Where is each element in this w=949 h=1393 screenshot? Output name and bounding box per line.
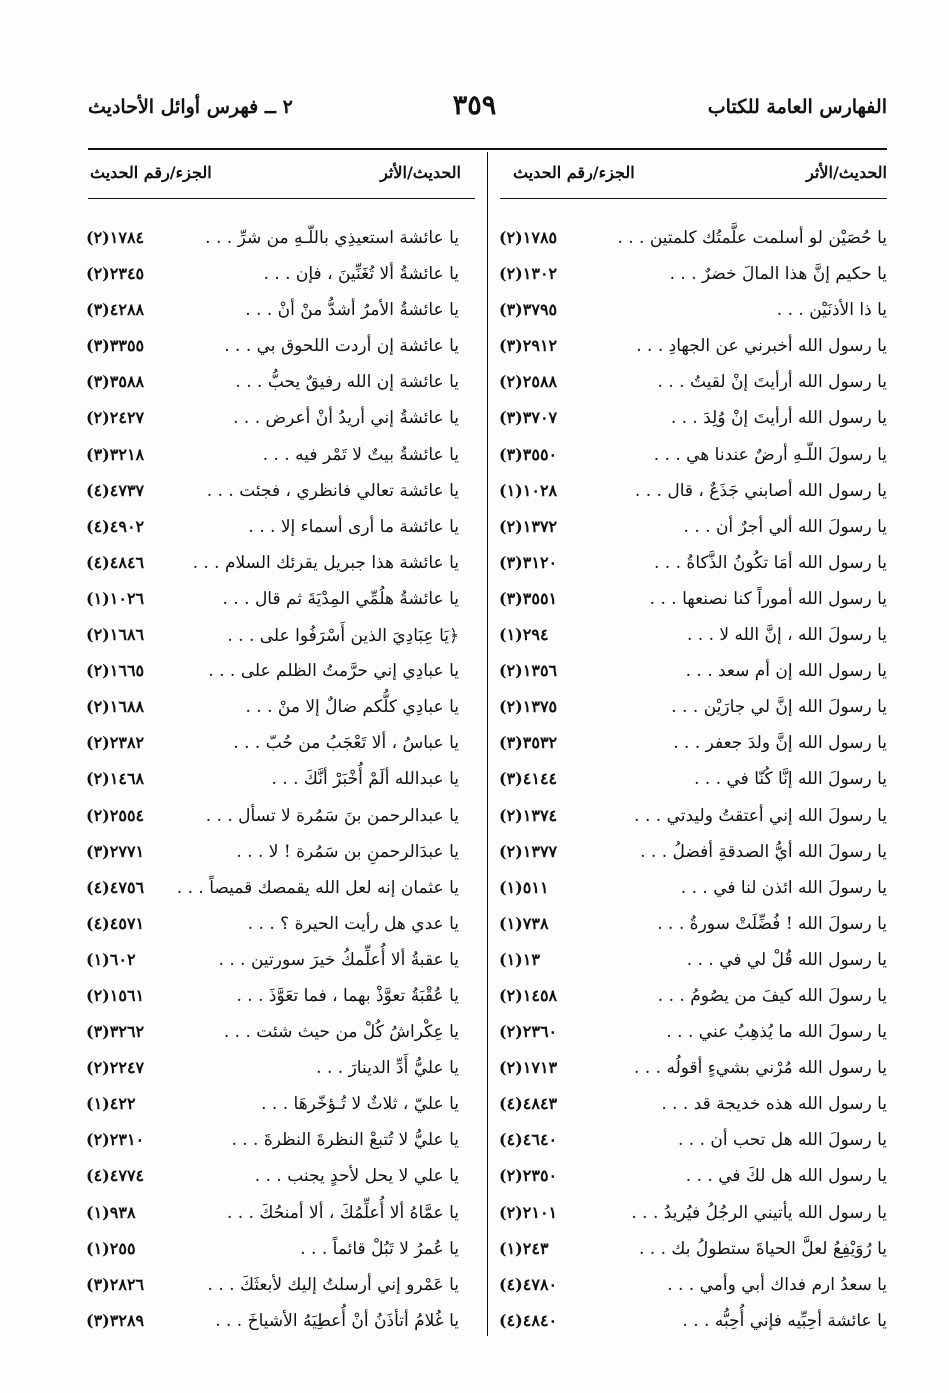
volume-hadith-number: (٣)٣١٢٠ [499,552,558,572]
index-entry [84,1311,459,1347]
volume-hadith-number: (٢)١٦٨٦ [86,625,145,645]
index-entry [487,733,887,769]
volume-hadith-number: (٢)١٧٨٥ [499,228,558,247]
index-entry [84,228,459,264]
index-entry [84,1022,459,1058]
volume-hadith-number: (٤)٤٧٣٧ [86,480,145,500]
volume-hadith-number: (٢)١٤٥٨ [499,985,558,1005]
volume-hadith-number: (٢)٢٢٤٧ [86,1058,145,1078]
index-entry [487,1203,887,1239]
hadith-opening-text: يا رسولَ اللّـهِ أرضٌ عندنا هي . . . [653,444,887,465]
left-column-header-rule [88,198,475,199]
index-entry [487,1166,887,1202]
volume-hadith-number: (٢)١٣٧٧ [499,841,558,861]
left-column [84,228,459,1347]
index-entry [487,553,887,589]
volume-hadith-number: (٢)٢٤٢٧ [86,408,145,428]
hadith-opening-text: يا عائشة أحِبِّيه فإني أُحِبُّه . . . [682,1310,887,1331]
left-column-header-ref: الجزء/رقم الحديث [90,163,212,182]
volume-hadith-number: (٢)١٣٧٤ [499,805,558,825]
index-entry [84,589,459,625]
index-entry [84,625,459,661]
index-entry [84,986,459,1022]
hadith-opening-text: يا رسولَ الله ائذن لنا في . . . [680,877,887,898]
hadith-opening-text: يا عائشة ما أرى أسماء إلا . . . [248,516,459,537]
index-entry [84,372,459,408]
index-entry [487,914,887,950]
hadith-opening-text: يا غُلامُ أتأذَنُ أنْ أُعطِيَهُ الأشياخَ . . . [215,1310,459,1331]
hadith-opening-text: يا رسول الله يأتيني الرجُلُ فيُريدُ . . . [631,1202,887,1223]
index-entry [487,228,887,264]
hadith-opening-text: يا عائشة استعيذِي باللّـهِ من شرِّ . . . [205,228,459,248]
index-entry [84,806,459,842]
hadith-opening-text: يا عدي هل رأيت الحيرة ؟ . . . [247,913,459,934]
right-column-header-hadith: الحديث/الأثر [806,163,887,182]
index-entry [487,950,887,986]
volume-hadith-number: (٤)٤٧٧٤ [86,1166,145,1186]
volume-hadith-number: (١)٩٣٨ [86,1202,136,1222]
volume-hadith-number: (٣)٣٥٨٨ [86,372,145,392]
hadith-opening-text: يا رسول الله هذه خديجة قد . . . [661,1094,887,1115]
index-entry [487,1058,887,1094]
volume-hadith-number: (١)١٣ [499,949,540,969]
page-number: ٣٥٩ [452,90,497,121]
left-column-header-hadith: الحديث/الأثر [380,163,461,182]
index-entry [487,1275,887,1311]
hadith-opening-text: يا ذا الأذنَيْن . . . [776,300,887,321]
hadith-opening-text: يا عليُّ أَدِّ الدينارَ . . . [316,1058,459,1079]
index-entry [487,661,887,697]
hadith-opening-text: يا رسول الله إنَّ ولدَ جعفر . . . [673,733,887,754]
volume-hadith-number: (١)١٠٢٦ [86,588,145,608]
volume-hadith-number: (٣)٣٥٥١ [499,588,558,608]
volume-hadith-number: (٣)٣٥٥٠ [499,444,558,464]
index-entry [84,878,459,914]
volume-hadith-number: (٢)٢٥٥٤ [86,805,145,825]
hadith-opening-text: يا رسولَ الله ، إنَّ الله لا . . . [686,625,887,646]
index-entry [84,517,459,553]
hadith-opening-text: يا عائشة هذا جبريل يقرئك السلام . . . [192,552,459,573]
volume-hadith-number: (١)٦٠٢ [86,949,136,969]
index-entry [84,950,459,986]
index-entry [84,1094,459,1130]
volume-hadith-number: (٣)٤٢٨٨ [86,300,145,320]
index-entry [487,878,887,914]
index-entry [84,661,459,697]
hadith-opening-text: يا رسولَ الله ألي أجرٌ أن . . . [683,516,887,537]
hadith-opening-text: يا رسول الله مُرْني بشيءٍ أقولُه . . . [634,1058,887,1079]
hadith-opening-text: يا عبادِي إني حرَّمتُ الظلم على . . . [208,661,459,682]
hadith-opening-text: يا عليّ ، ثلاثٌ لا تُـؤخّرهَا . . . [261,1094,459,1115]
hadith-opening-text: يا رسول الله أرأيتَ إنْ لقيتُ . . . [657,372,887,393]
index-entry [487,1094,887,1130]
volume-hadith-number: (٢)١٣٥٦ [499,661,558,681]
hadith-opening-text: يا رسول الله أموراً كنا نصنعها . . . [649,588,887,609]
hadith-opening-text: يا عبدالرحمن بنَ سَمُرة لا تسأل . . . [205,805,459,826]
index-entry [487,806,887,842]
index-entry [487,336,887,372]
index-entry [84,914,459,950]
index-entry [84,1166,459,1202]
right-column-header-ref: الجزء/رقم الحديث [513,163,635,182]
index-entry [84,264,459,300]
index-entry [487,769,887,805]
hadith-opening-text: يا عمَّاهُ ألا أُعلِّمُكَ ، ألا أمنحُكَ . . . [226,1202,459,1223]
index-entry [487,1130,887,1166]
hadith-opening-text: يا رسولَ الله إني أعتقتُ وليدتي . . . [634,805,887,826]
hadith-opening-text: يا رسول الله إن أم سعد . . . [685,661,887,682]
right-column [487,228,887,1347]
index-entry [84,1203,459,1239]
index-entry [487,625,887,661]
volume-hadith-number: (١)٢٤٣ [499,1238,549,1258]
volume-hadith-number: (٢)١٧٨٤ [86,228,145,247]
index-entry [84,481,459,517]
volume-hadith-number: (٤)٤٧٥٦ [86,877,145,897]
hadith-opening-text: يا رسول الله قُلْ لي في . . . [686,949,887,970]
index-entry [84,842,459,878]
hadith-opening-text: يا عائشة إن أردت اللحوق بي . . . [224,336,459,357]
volume-hadith-number: (٢)١٣٧٢ [499,516,558,536]
hadith-opening-text: يا عبادِي كلُّكم ضالٌ إلا منْ . . . [245,697,459,718]
hadith-opening-text: يا عِكْراشُ كُلْ من حيث شئت . . . [223,1022,459,1043]
hadith-opening-text: يا عائشةُ ألا تُغَنِّينَ ، فإن . . . [263,264,459,285]
index-entry [84,408,459,444]
hadith-opening-text: يا عائشةُ الأمرُ أشدُّ منْ أنْ . . . [245,300,459,321]
volume-hadith-number: (٢)٢١٠١ [499,1202,558,1222]
hadith-opening-text: يا عثمان إنه لعل الله يقمصك قميصاً . . . [176,877,459,898]
hadith-opening-text: يا عَمْرو إني أرسلتُ إليك لأبعثَكَ . . . [207,1274,459,1295]
hadith-opening-text: يا رسول الله أرأيتَ إنْ وُلِدَ . . . [670,408,887,429]
volume-hadith-number: (٣)٣٢١٨ [86,444,145,464]
volume-hadith-number: (٣)٣٧٩٥ [499,300,558,320]
volume-hadith-number: (٢)١٥٦١ [86,985,145,1005]
index-entry [487,842,887,878]
volume-hadith-number: (٤)٤٨٤٣ [499,1094,558,1114]
volume-hadith-number: (١)٢٩٤ [499,625,549,645]
index-entry [84,1239,459,1275]
hadith-opening-text: يا حكيم إنَّ هذا المالَ خضرٌ . . . [669,264,887,285]
index-entry [84,1058,459,1094]
volume-hadith-number: (٤)٤٦٤٠ [499,1130,558,1150]
index-entry [487,1311,887,1347]
index-entry [487,986,887,1022]
volume-hadith-number: (٣)٣٢٨٩ [86,1310,145,1330]
index-entry [487,372,887,408]
index-entry [487,300,887,336]
hadith-opening-text: يا عُقْبَةُ تعوَّذْ بهما ، فما تعَوَّذَ . . . [236,985,459,1006]
volume-hadith-number: (٤)٤٨٤٠ [499,1310,558,1330]
index-entry [84,553,459,589]
section-title: ٢ ــ فهرس أوائل الأحاديث [88,96,293,118]
right-column-header-rule [500,198,887,199]
volume-hadith-number: (٤)٤٥٧١ [86,913,145,933]
hadith-opening-text: يا رسولَ الله هل تحب أن . . . [677,1130,887,1151]
index-entry [487,589,887,625]
volume-hadith-number: (٣)٢٨٢٦ [86,1274,145,1294]
volume-hadith-number: (١)٢٥٥ [86,1238,136,1258]
volume-hadith-number: (١)٤٢٢ [86,1094,136,1114]
hadith-opening-text: يا رسولَ الله إنَّ لي جارَيْن . . . [671,697,887,718]
hadith-opening-text: ﴿يَا عِبَادِيَ الذين أَسْرَفُوا على . . . [227,626,459,647]
hadith-opening-text: يا عُمرُ لا تَبُلْ قائماً . . . [300,1238,459,1259]
volume-hadith-number: (٢)١٣٧٥ [499,697,558,717]
volume-hadith-number: (٤)٤٧٨٠ [499,1274,558,1294]
hadith-opening-text: يا رسول الله أخبرني عن الجهادِ . . . [636,336,887,357]
hadith-opening-text: يا عباسُ ، ألا تَعْجَبُ من حُبّ . . . [233,733,459,754]
index-entry [487,1022,887,1058]
index-entry [84,445,459,481]
volume-hadith-number: (٣)٣٥٣٢ [499,733,558,753]
volume-hadith-number: (٣)٢٩١٢ [499,336,558,356]
volume-hadith-number: (٢)٢٣١٠ [86,1130,145,1150]
volume-hadith-number: (٣)٣٧٠٧ [499,408,558,428]
volume-hadith-number: (٢)١٧١٣ [499,1058,558,1078]
index-entry [487,408,887,444]
hadith-opening-text: يا سعدُ ارم فداك أبي وأمي . . . [667,1274,887,1295]
hadith-opening-text: يا رسول الله هل لكَ في . . . [685,1166,887,1187]
hadith-opening-text: يا رسول الله أمَا تكُونُ الذَّكاةُ . . . [654,552,887,573]
index-entry [487,264,887,300]
index-entry [487,697,887,733]
hadith-opening-text: يا عائشةُ إني أريدُ أنْ أعرض . . . [233,408,459,429]
volume-hadith-number: (٣)٣٢٦٢ [86,1022,145,1042]
hadith-opening-text: يا عبدَالرحمنِ بن سَمُرة ! لا . . . [236,841,459,862]
volume-hadith-number: (١)٥١١ [499,877,549,897]
hadith-opening-text: يا رسولَ الله أيُّ الصدقةِ أفضلُ . . . [640,841,887,862]
index-entry [84,769,459,805]
running-title: الفهارس العامة للكتاب [707,96,887,118]
volume-hadith-number: (٢)١٣٠٢ [499,264,558,284]
volume-hadith-number: (٢)٢٥٨٨ [499,372,558,392]
hadith-opening-text: يا عقبةُ ألا أُعلِّمكُ خيرَ سورتين . . . [218,949,459,970]
volume-hadith-number: (٣)٤١٤٤ [499,769,558,789]
volume-hadith-number: (٢)١٤٦٨ [86,769,145,789]
hadith-opening-text: يا عليُّ لا تُتبعْ النظرةَ النظرةَ . . . [231,1130,459,1151]
volume-hadith-number: (١)١٠٢٨ [499,480,558,500]
volume-hadith-number: (٤)٤٩٠٢ [86,516,145,536]
index-entry [84,1130,459,1166]
volume-hadith-number: (٣)٢٧٧١ [86,841,145,861]
hadith-opening-text: يا علي لا يحل لأحدٍ يجنب . . . [254,1166,459,1187]
index-entry [487,1239,887,1275]
volume-hadith-number: (٢)٢٣٥٠ [499,1166,558,1186]
hadith-opening-text: يا عائشة إن الله رفيقٌ يحبُّ . . . [235,372,459,393]
hadith-opening-text: يا عائشةُ هلُمِّي المِدْيَةَ ثم قال . . . [222,588,459,609]
hadith-opening-text: يا رسولَ الله ! فُضِّلَتْ سورةُ . . . [657,913,887,934]
index-entry [487,517,887,553]
volume-hadith-number: (٢)١٦٨٨ [86,697,145,717]
volume-hadith-number: (٣)٣٣٥٥ [86,336,145,356]
volume-hadith-number: (٢)٢٣٨٢ [86,733,145,753]
hadith-opening-text: يا رسولَ الله ما يُذهِبُ عني . . . [666,1022,887,1043]
volume-hadith-number: (٤)٤٨٤٦ [86,552,145,572]
index-entry [84,1275,459,1311]
header-rule [88,148,887,150]
index-entry [487,481,887,517]
hadith-opening-text: يا عائشة تعالي فانظري ، فجئت . . . [206,480,459,501]
index-entry [84,300,459,336]
index-entry [84,697,459,733]
hadith-opening-text: يا عائشةُ بيتٌ لا تَمْر فيه . . . [262,444,459,465]
volume-hadith-number: (٢)١٦٦٥ [86,661,145,681]
hadith-opening-text: يا رسولَ الله إنَّا كُنّا في . . . [694,769,887,790]
index-entry [84,336,459,372]
volume-hadith-number: (١)٧٣٨ [499,913,549,933]
hadith-opening-text: يا حُصَيْن لو أسلمت علَّمتُك كلمتين . . . [617,228,887,248]
hadith-opening-text: يا رسول الله أصابني جَذَعٌ ، قال . . . [634,480,887,501]
index-entry [84,733,459,769]
volume-hadith-number: (٢)٢٣٦٠ [499,1022,558,1042]
hadith-opening-text: يا عبدالله ألَمْ أُخْبَرْ أنَّكَ . . . [271,769,459,790]
index-entry [487,445,887,481]
hadith-opening-text: يا رُوَيْفِعُ لعلَّ الحياةَ ستطولُ بك . . . [638,1238,887,1259]
volume-hadith-number: (٢)٢٣٤٥ [86,264,145,284]
hadith-opening-text: يا رسولَ الله كيفَ من يصُومُ . . . [657,985,887,1006]
